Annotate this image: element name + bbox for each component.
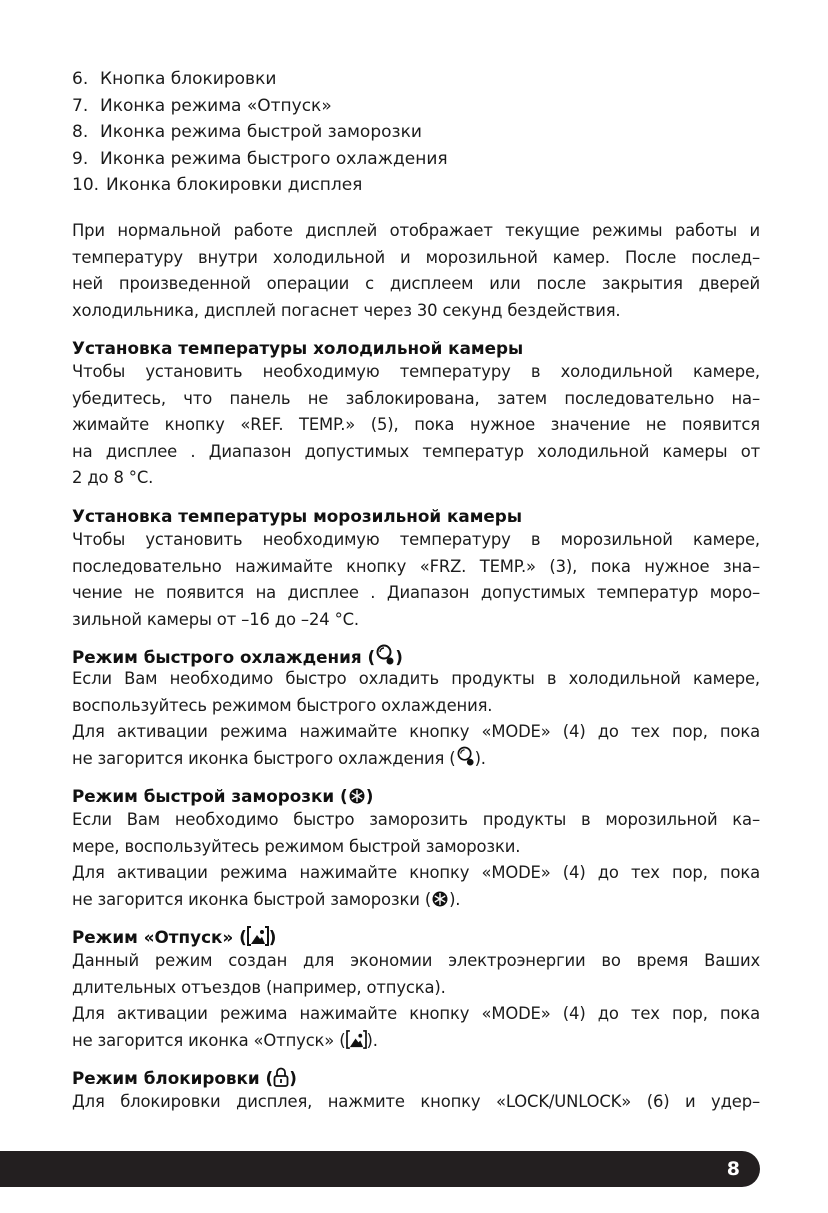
heading-text: Режим «Отпуск» ( xyxy=(72,927,247,947)
text-line: чение не появится на дисплее . Диапазон допустимых температур моро– xyxy=(72,583,760,602)
text-line: ней произведенной операции с дисплеем или после закрытия дверей xyxy=(72,274,760,293)
vacation-paragraph xyxy=(72,948,760,1057)
vacation-icon xyxy=(346,1030,367,1058)
text-line: Для активации режима нажимайте кнопку «MODE» (4) до тех пор, пока xyxy=(72,1004,760,1023)
list-number: 6. xyxy=(72,69,89,89)
list-text: Иконка режима быстрого охлаждения xyxy=(100,148,448,169)
text-line: Для активации режима нажимайте кнопку «MODE» (4) до тех пор, пока xyxy=(72,722,760,741)
heading-text: Режим блокировки ( xyxy=(72,1068,274,1088)
lock-paragraph xyxy=(72,1089,760,1116)
text-line: 2 до 8 °С. xyxy=(72,468,154,487)
list-text: Кнопка блокировки xyxy=(100,69,277,89)
text-line: При нормальной работе дисплей отображает текущие режимы работы и xyxy=(72,221,760,240)
freezer-temp-paragraph xyxy=(72,527,760,633)
text-line: мере, воспользуйтесь режимом быстрой заморозки. xyxy=(72,836,521,856)
list-number: 9. xyxy=(72,148,89,169)
fast-freeze-paragraph xyxy=(72,807,760,916)
fridge-temp-paragraph xyxy=(72,359,760,492)
list-number: 8. xyxy=(72,122,89,142)
list-text: Иконка режима быстрой заморозки xyxy=(100,122,422,142)
list-item xyxy=(72,146,448,173)
heading-text: ) xyxy=(365,786,374,806)
fast-cool-icon xyxy=(456,746,475,776)
text-line: последовательно нажимайте кнопку «FRZ. TEMP.» (3), пока нужное зна– xyxy=(72,556,760,576)
text-fragment: не загорится иконка быстрого охлаждения ( xyxy=(72,748,456,768)
text-line xyxy=(72,887,760,917)
heading-text: Режим быстрой заморозки ( xyxy=(72,786,348,806)
list-text: Иконка блокировки дисплея xyxy=(106,175,363,195)
text-line: Если Вам необходимо быстро охладить продукты в холодильной камере, xyxy=(72,669,760,688)
fast-cool-paragraph xyxy=(72,666,760,775)
text-line: длительных отъездов (например, отпуска). xyxy=(72,977,446,997)
snowflake-icon xyxy=(431,890,449,917)
list-item xyxy=(72,119,448,146)
footer-bar xyxy=(0,1151,760,1187)
text-line: холодильника, дисплей погаснет через 30 секунд бездействия. xyxy=(72,300,621,320)
parts-list xyxy=(72,66,448,199)
text-fragment: не загорится иконка «Отпуск» ( xyxy=(72,1030,346,1050)
text-fragment: ). xyxy=(474,748,486,768)
text-line: на дисплее . Диапазон допустимых температур холодильной камеры от xyxy=(72,441,760,461)
heading-text: ) xyxy=(395,647,403,667)
heading-text: Режим быстрого охлаждения ( xyxy=(72,647,376,667)
text-line: Данный режим создан для экономии электроэнергии во время Ваших xyxy=(72,951,760,970)
list-item xyxy=(72,172,448,199)
text-line: убедитесь, что панель не заблокирована, затем последовательно на– xyxy=(72,388,760,408)
page-number: 8 xyxy=(726,1158,740,1180)
text-line: Для активации режима нажимайте кнопку «MODE» (4) до тех пор, пока xyxy=(72,863,760,882)
list-text: Иконка режима «Отпуск» xyxy=(100,95,332,116)
freezer-temp-heading: Установка температуры морозильной камеры xyxy=(72,506,522,526)
intro-paragraph xyxy=(72,218,760,324)
text-fragment: ). xyxy=(366,1030,378,1050)
list-item xyxy=(72,66,448,93)
text-line xyxy=(72,1028,760,1058)
text-fragment: ). xyxy=(449,889,461,909)
heading-text: ) xyxy=(268,927,277,947)
text-line: воспользуйтесь режимом быстрого охлаждения. xyxy=(72,695,493,715)
list-number: 10. xyxy=(72,175,100,195)
text-line: температуру внутри холодильной и морозильной камер. После послед– xyxy=(72,247,760,267)
text-fragment: не загорится иконка быстрой заморозки ( xyxy=(72,889,432,909)
fridge-temp-heading: Установка температуры холодильной камеры xyxy=(72,338,524,358)
text-line: Если Вам необходимо быстро заморозить продукты в морозильной ка– xyxy=(72,810,760,829)
text-line: Чтобы установить необходимую температуру в холодильной камере, xyxy=(72,362,760,381)
list-item xyxy=(72,93,448,120)
list-number: 7. xyxy=(72,95,89,116)
heading-text: ) xyxy=(289,1068,297,1088)
text-line: зильной камеры от –16 до –24 °С. xyxy=(72,609,359,629)
text-line xyxy=(72,746,760,776)
text-line: Чтобы установить необходимую температуру в морозильной камере, xyxy=(72,530,760,549)
text-line: Для блокировки дисплея, нажмите кнопку «LOCK/UNLOCK» (6) и удер– xyxy=(72,1092,760,1111)
text-line: жимайте кнопку «REF. TEMP.» (5), пока нужное значение не появится xyxy=(72,415,760,434)
